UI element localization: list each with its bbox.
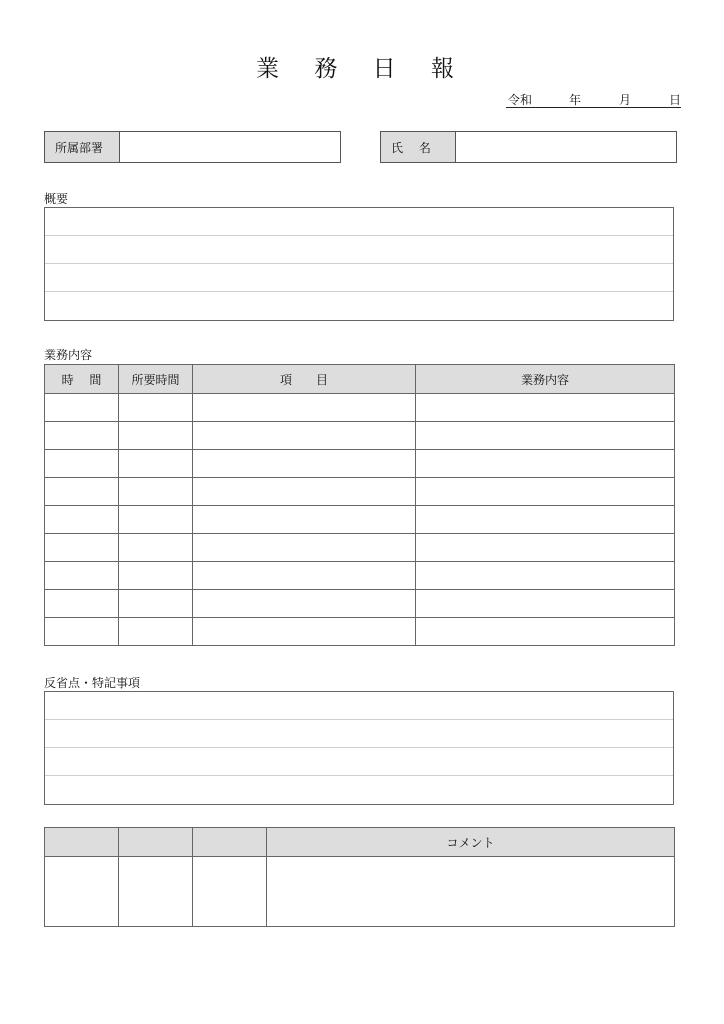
header-duration: 所要時間 [119,365,193,394]
table-cell[interactable] [119,562,193,590]
dept-field[interactable] [120,132,340,162]
table-row [45,590,675,618]
date-month: 月 [619,93,632,107]
table-row [45,534,675,562]
table-cell[interactable] [45,394,119,422]
table-cell[interactable] [193,618,416,646]
table-cell[interactable] [45,534,119,562]
date-line [506,90,681,108]
table-row [45,506,675,534]
dept-box [44,131,341,163]
table-cell[interactable] [119,618,193,646]
table-cell[interactable] [45,422,119,450]
date-year: 年 [569,93,582,107]
table-cell[interactable] [45,590,119,618]
table-cell[interactable] [193,394,416,422]
table-row [45,478,675,506]
header-content: 業務内容 [416,365,675,394]
name-box [380,131,677,163]
name-label: 氏 名 [381,132,456,162]
summary-area[interactable] [44,207,674,321]
table-cell[interactable] [119,534,193,562]
table-cell[interactable] [45,478,119,506]
work-table [44,364,675,646]
approval-header-comment: コメント [267,828,675,857]
date-era: 令和 [508,93,533,107]
table-cell[interactable] [416,590,675,618]
stamp-cell-2[interactable] [119,857,193,927]
table-cell[interactable] [416,422,675,450]
table-cell[interactable] [193,534,416,562]
work-label: 業務内容 [44,348,93,362]
header-time: 時 間 [45,365,119,394]
table-cell[interactable] [416,618,675,646]
table-cell[interactable] [193,450,416,478]
table-cell[interactable] [119,590,193,618]
stamp-cell-1[interactable] [45,857,119,927]
table-cell[interactable] [119,478,193,506]
dept-label: 所属部署 [45,132,120,162]
approval-header-2 [119,828,193,857]
table-cell[interactable] [416,450,675,478]
table-row [45,422,675,450]
date-day: 日 [669,93,682,107]
name-field[interactable] [456,132,676,162]
table-cell[interactable] [193,422,416,450]
table-cell[interactable] [119,450,193,478]
summary-label: 概要 [44,192,69,206]
table-cell[interactable] [193,562,416,590]
approval-header-1 [45,828,119,857]
table-row [45,450,675,478]
table-cell[interactable] [45,618,119,646]
comment-cell[interactable] [267,857,675,927]
header-item: 項 目 [193,365,416,394]
table-cell[interactable] [416,506,675,534]
table-cell[interactable] [193,590,416,618]
table-row [45,394,675,422]
approval-table [44,827,675,927]
table-cell[interactable] [45,506,119,534]
table-cell[interactable] [119,506,193,534]
reflection-label: 反省点・特記事項 [44,676,141,690]
table-cell[interactable] [119,394,193,422]
reflection-area[interactable] [44,691,674,805]
approval-header-3 [193,828,267,857]
table-cell[interactable] [45,450,119,478]
table-cell[interactable] [416,562,675,590]
table-cell[interactable] [45,562,119,590]
stamp-cell-3[interactable] [193,857,267,927]
table-cell[interactable] [119,422,193,450]
table-cell[interactable] [416,478,675,506]
table-row [45,562,675,590]
page-title: 業 務 日 報 [256,56,468,82]
table-row [45,618,675,646]
table-cell[interactable] [416,534,675,562]
table-cell[interactable] [193,506,416,534]
table-cell[interactable] [416,394,675,422]
table-cell[interactable] [193,478,416,506]
